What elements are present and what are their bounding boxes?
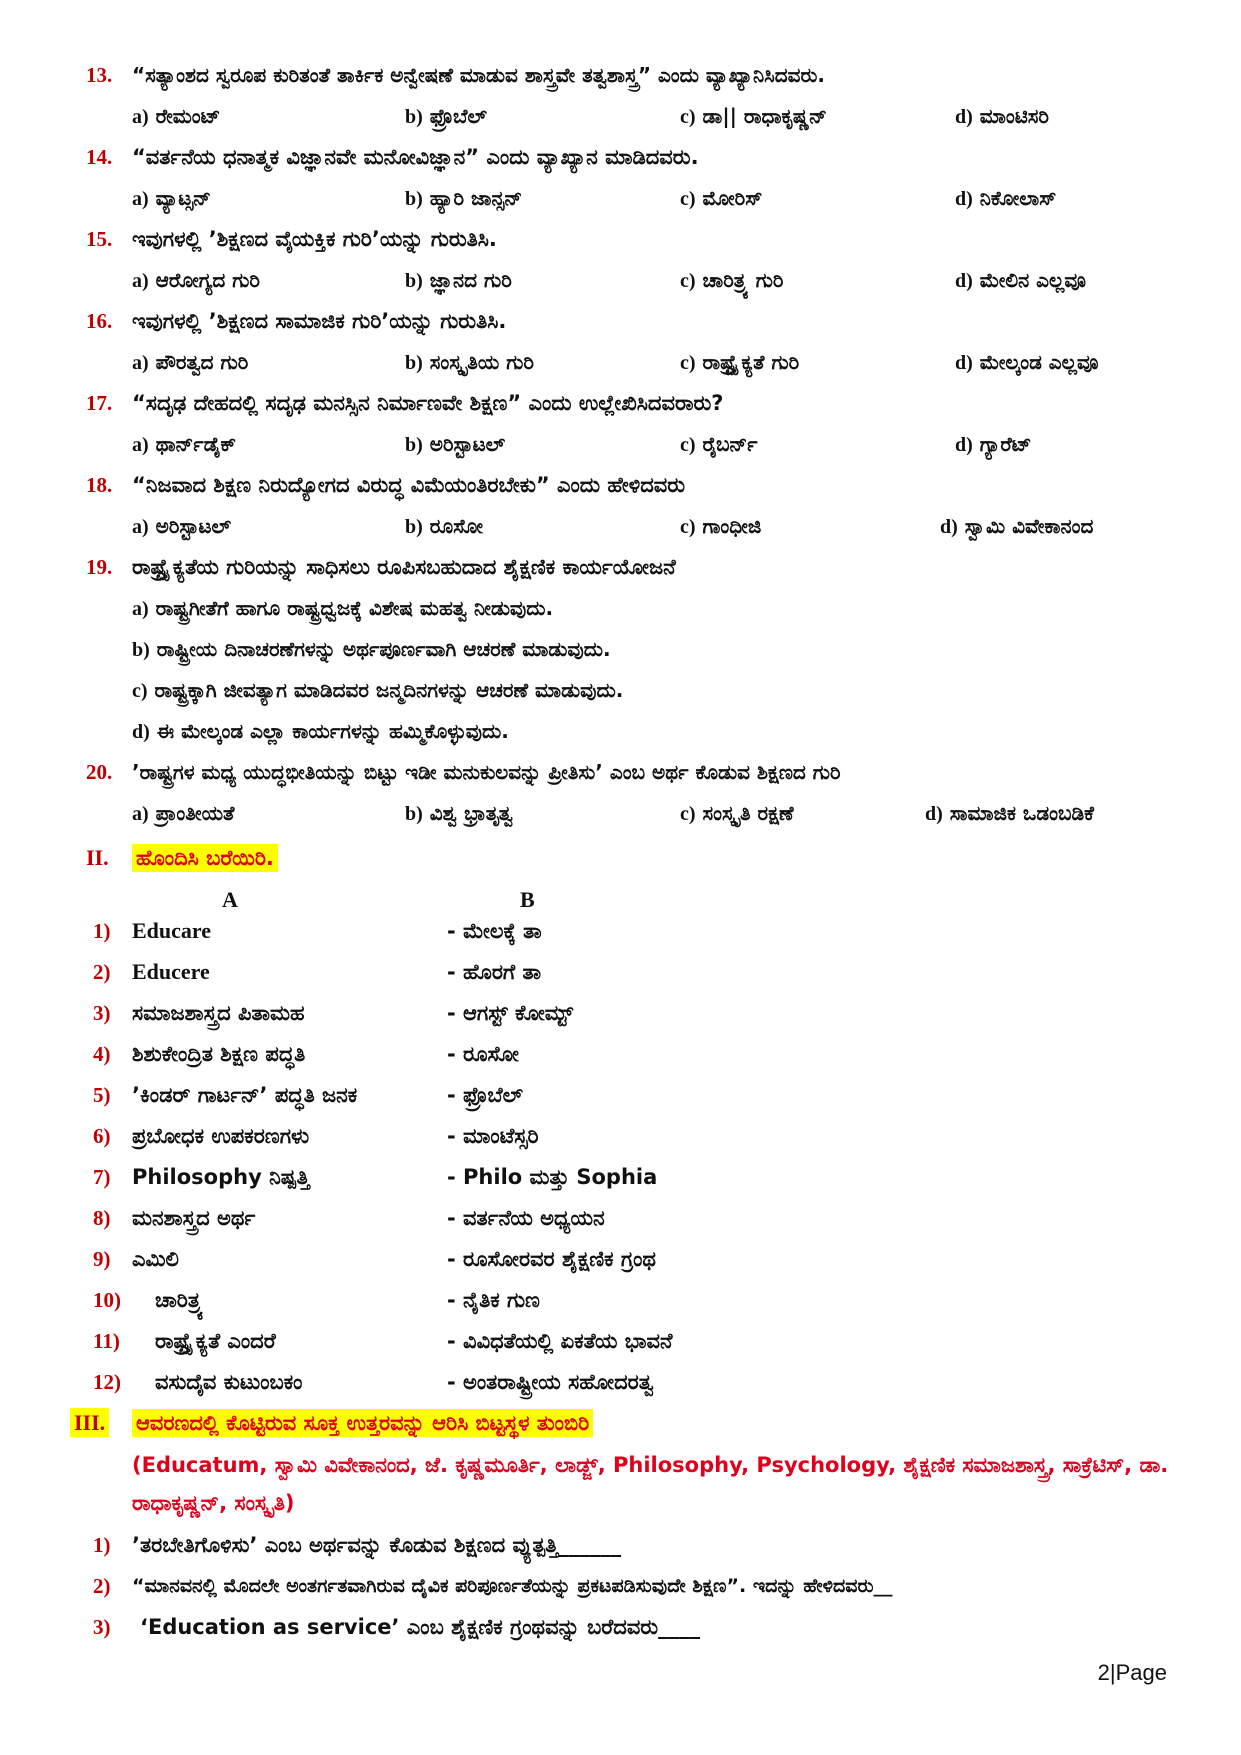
item-number: 2) bbox=[93, 1574, 111, 1598]
page-number: 2|Page bbox=[1097, 1660, 1167, 1685]
match-number: 2) bbox=[93, 960, 111, 984]
answer-choices: (Educatum, ಸ್ವಾಮಿ ವಿವೇಕಾನಂದ, ಜೆ. ಕೃಷ್ಣಮೂರ್ತಿ, ಲಾಡ್ಜ್, Philosophy, Psychology, ಶೈಕ್ಷಣಿಕ ಸಮಾಜಶಾಸ್ತ್ರ, ಸಾಕ್ರೆಟಿಸ್, ಡಾ. ರಾಧಾಕೃಷ್ಣನ್, ಸಂಸ್ಕೃತಿ) bbox=[132, 1453, 1169, 1515]
option-d: d) ಸಾಮಾಜಿಕ ಒಡಂಬಡಿಕೆ bbox=[925, 801, 1094, 825]
option-c: c) ಚಾರಿತ್ರ್ಯ ಗುರಿ bbox=[680, 268, 784, 292]
question-text: “ಸತ್ಯಾಂಶದ ಸ್ವರೂಪ ಕುರಿತಂತೆ ತಾರ್ಕಿಕ ಅನ್ವೇಷಣೆ ಮಾಡುವ ಶಾಸ್ತ್ರವೇ ತತ್ವಶಾಸ್ತ್ರ” ಎಂದು ವ್ಯಾಖ್ಯಾನಿಸಿದವರು. bbox=[132, 63, 825, 87]
option-c: c) ಡಾ|| ರಾಧಾಕೃಷ್ಣನ್ bbox=[680, 104, 827, 128]
match-b: - ರೂಸೋರವರ ಶೈಕ್ಷಣಿಕ ಗ್ರಂಥ bbox=[447, 1247, 656, 1271]
option-b: b) ಫ್ರೊಬೆಲ್ bbox=[405, 104, 487, 128]
option-c: c) ಗಾಂಧೀಜಿ bbox=[680, 514, 762, 538]
option-b: b) ಸಂಸ್ಕೃತಿಯ ಗುರಿ bbox=[405, 350, 534, 374]
option-c: c) ಮೋರಿಸ್ bbox=[680, 186, 763, 210]
question-number: 17. bbox=[86, 391, 113, 415]
match-b: - ನೈತಿಕ ಗುಣ bbox=[447, 1288, 540, 1312]
match-a: Educare bbox=[132, 918, 212, 943]
question-number: 15. bbox=[86, 227, 113, 251]
option-c: c) ರಾಷ್ಟ್ರಕ್ಕಾಗಿ ಜೀವತ್ಯಾಗ ಮಾಡಿದವರ ಜನ್ಮದಿನಗಳನ್ನು ಆಚರಣೆ ಮಾಡುವುದು. bbox=[132, 678, 624, 702]
match-a: ಎಮಿಲಿ bbox=[132, 1247, 179, 1271]
match-number: 9) bbox=[93, 1247, 111, 1271]
question-number: 18. bbox=[86, 473, 113, 497]
match-number: 12) bbox=[93, 1370, 121, 1394]
match-a: ರಾಷ್ಟ್ರೈಕ್ಯತೆ ಎಂದರೆ bbox=[155, 1329, 276, 1353]
match-a: Philosophy ನಿಷ್ಪತ್ತಿ bbox=[132, 1165, 310, 1189]
option-d: d) ಈ ಮೇಲ್ಕಂಡ ಎಲ್ಲಾ ಕಾರ್ಯಗಳನ್ನು ಹಮ್ಮಿಕೊಳ್ಳುವುದು. bbox=[132, 719, 509, 743]
item-text: “ಮಾನವನಲ್ಲಿ ಮೊದಲೇ ಅಂತರ್ಗತವಾಗಿರುವ ದೈವಿಕ ಪರಿಪೂರ್ಣತೆಯನ್ನು ಪ್ರಕಟಪಡಿಸುವುದೇ ಶಿಕ್ಷಣ”. ಇದನ್ನು ಹೇಳಿದವರು__ bbox=[132, 1575, 893, 1597]
match-number: 3) bbox=[93, 1001, 111, 1025]
match-a: ಮನಶಾಸ್ತ್ರದ ಅರ್ಥ bbox=[132, 1206, 256, 1230]
match-a: ಶಿಶುಕೇಂದ್ರಿತ ಶಿಕ್ಷಣ ಪದ್ಧತಿ bbox=[132, 1042, 306, 1066]
option-b: b) ಹ್ಯಾರಿ ಜಾನ್ಸನ್ bbox=[405, 186, 523, 210]
option-c: c) ಸಂಸ್ಕೃತಿ ರಕ್ಷಣೆ bbox=[680, 801, 794, 825]
section-number: III. bbox=[70, 1407, 109, 1439]
match-b: - ವಿವಿಧತೆಯಲ್ಲಿ ಏಕತೆಯ ಭಾವನೆ bbox=[447, 1329, 673, 1353]
option-b: b) ಅರಿಸ್ಟಾಟಲ್ bbox=[405, 432, 506, 456]
option-a: a) ಥಾರ್ನ್‌ಡೈಕ್ bbox=[132, 432, 236, 456]
option-c: c) ರೈಬರ್ನ್ bbox=[680, 432, 758, 456]
question-number: 13. bbox=[86, 63, 113, 87]
question-number: 16. bbox=[86, 309, 113, 333]
option-d: d) ಮೇಲ್ಕಂಡ ಎಲ್ಲವೂ bbox=[955, 350, 1099, 374]
match-number: 8) bbox=[93, 1206, 111, 1230]
option-d: d) ನಿಕೋಲಾಸ್ bbox=[955, 186, 1057, 210]
match-b: - ರೂಸೋ bbox=[447, 1042, 519, 1066]
item-number: 1) bbox=[93, 1533, 111, 1557]
column-b-header: B bbox=[520, 887, 535, 912]
question-number: 19. bbox=[86, 555, 113, 579]
item-text: ’ತರಬೇತಿಗೊಳಿಸು’ ಎಂಬ ಅರ್ಥವನ್ನು ಕೊಡುವ ಶಿಕ್ಷಣದ ವ್ಯುತ್ಪತ್ತಿ______ bbox=[132, 1533, 622, 1557]
question-text: ಇವುಗಳಲ್ಲಿ ’ಶಿಕ್ಷಣದ ಸಾಮಾಜಿಕ ಗುರಿ’ಯನ್ನು ಗುರುತಿಸಿ. bbox=[132, 309, 507, 333]
option-a: a) ವ್ಯಾಟ್ಸನ್ bbox=[132, 186, 211, 210]
match-number: 11) bbox=[93, 1329, 120, 1353]
section-number: II. bbox=[86, 845, 109, 870]
option-a: a) ರೇಮಂಟ್ bbox=[132, 104, 221, 128]
match-b: - ಫ್ರೊಬೆಲ್ bbox=[447, 1083, 524, 1107]
match-a: ಚಾರಿತ್ರ್ಯ bbox=[155, 1288, 204, 1312]
match-number: 7) bbox=[93, 1165, 111, 1189]
item-number: 3) bbox=[93, 1615, 111, 1639]
option-d: d) ಮಾಂಟಿಸರಿ bbox=[955, 104, 1049, 128]
option-d: d) ಸ್ವಾಮಿ ವಿವೇಕಾನಂದ bbox=[940, 514, 1094, 538]
match-b: - ಹೊರಗೆ ತಾ bbox=[447, 960, 541, 984]
match-b: - ಮಾಂಟೆಸ್ಸರಿ bbox=[447, 1124, 539, 1148]
option-b: b) ರೂಸೋ bbox=[405, 514, 484, 538]
match-b: - ಆಗಸ್ಟ್ ಕೋಮ್ಟ್ bbox=[447, 1001, 574, 1025]
column-a-header: A bbox=[222, 887, 238, 912]
match-a: ಸಮಾಜಶಾಸ್ತ್ರದ ಪಿತಾಮಹ bbox=[132, 1001, 305, 1025]
option-a: a) ಅರಿಸ್ಟಾಟಲ್ bbox=[132, 514, 232, 538]
match-a: ವಸುದೈವ ಕುಟುಂಬಕಂ bbox=[155, 1370, 303, 1394]
question-text: ಇವುಗಳಲ್ಲಿ ’ಶಿಕ್ಷಣದ ವೈಯಕ್ತಿಕ ಗುರಿ’ಯನ್ನು ಗುರುತಿಸಿ. bbox=[132, 227, 497, 251]
match-number: 4) bbox=[93, 1042, 111, 1066]
match-a: ’ಕಿಂಡರ್ ಗಾರ್ಟನ್’ ಪದ್ಧತಿ ಜನಕ bbox=[132, 1083, 358, 1107]
option-b: b) ವಿಶ್ವ ಭ್ರಾತೃತ್ವ bbox=[405, 801, 513, 825]
match-b: - ಅಂತರಾಷ್ಟ್ರೀಯ ಸಹೋದರತ್ವ bbox=[447, 1370, 654, 1394]
option-b: b) ರಾಷ್ಟ್ರೀಯ ದಿನಾಚರಣೆಗಳನ್ನು ಅರ್ಥಪೂರ್ಣವಾಗಿ ಆಚರಣೆ ಮಾಡುವುದು. bbox=[132, 637, 611, 661]
option-d: d) ಗ್ಯಾರೆಟ್ bbox=[955, 432, 1032, 456]
option-a: a) ಪೌರತ್ವದ ಗುರಿ bbox=[132, 350, 249, 374]
match-b: - ವರ್ತನೆಯ ಅಧ್ಯಯನ bbox=[447, 1206, 605, 1230]
section-title: ಆವರಣದಲ್ಲಿ ಕೊಟ್ಟಿರುವ ಸೂಕ್ತ ಉತ್ತರವನ್ನು ಆರಿಸಿ ಬಿಟ್ಟಸ್ಥಳ ತುಂಬಿರಿ bbox=[132, 1407, 593, 1439]
question-text: ರಾಷ್ಟ್ರೈಕ್ಯತೆಯ ಗುರಿಯನ್ನು ಸಾಧಿಸಲು ರೂಪಿಸಬಹುದಾದ ಶೈಕ್ಷಣಿಕ ಕಾರ್ಯಯೋಜನೆ bbox=[132, 555, 676, 579]
question-text: “ವರ್ತನೆಯ ಧನಾತ್ಮಕ ವಿಜ್ಞಾನವೇ ಮನೋವಿಜ್ಞಾನ” ಎಂದು ವ್ಯಾಖ್ಯಾನ ಮಾಡಿದವರು. bbox=[132, 145, 699, 169]
match-number: 10) bbox=[93, 1288, 121, 1312]
question-text: “ಸದೃಢ ದೇಹದಲ್ಲಿ ಸದೃಢ ಮನಸ್ಸಿನ ನಿರ್ಮಾಣವೇ ಶಿಕ್ಷಣ” ಎಂದು ಉಲ್ಲೇಖಿಸಿದವರಾರು? bbox=[132, 391, 724, 415]
question-number: 14. bbox=[86, 145, 113, 169]
item-text: ‘Education as service’ ಎಂಬ ಶೈಕ್ಷಣಿಕ ಗ್ರಂಥವನ್ನು ಬರೆದವರು____ bbox=[140, 1615, 701, 1639]
match-a: Educere bbox=[132, 959, 210, 984]
question-text: ’ರಾಷ್ಟ್ರಗಳ ಮಧ್ಯ ಯುದ್ಧಭೀತಿಯನ್ನು ಬಿಟ್ಟು ಇಡೀ ಮನುಕುಲವನ್ನು ಪ್ರೀತಿಸು’ ಎಂಬ ಅರ್ಥ ಕೊಡುವ ಶಿಕ್ಷಣದ ಗುರಿ bbox=[132, 760, 841, 784]
match-number: 1) bbox=[93, 919, 111, 943]
match-b: - Philo ಮತ್ತು Sophia bbox=[447, 1165, 658, 1189]
question-text: “ನಿಜವಾದ ಶಿಕ್ಷಣ ನಿರುದ್ಯೋಗದ ವಿರುದ್ಧ ವಿಮೆಯಂತಿರಬೇಕು” ಎಂದು ಹೇಳಿದವರು bbox=[132, 473, 686, 497]
question-number: 20. bbox=[86, 760, 113, 784]
option-c: c) ರಾಷ್ಟ್ರೈಕ್ಯತೆ ಗುರಿ bbox=[680, 350, 800, 374]
match-number: 6) bbox=[93, 1124, 111, 1148]
section-title: ಹೊಂದಿಸಿ ಬರೆಯಿರಿ. bbox=[132, 842, 278, 874]
match-number: 5) bbox=[93, 1083, 111, 1107]
option-a: a) ರಾಷ್ಟ್ರಗೀತೆಗೆ ಹಾಗೂ ರಾಷ್ಟ್ರಧ್ವಜಕ್ಕೆ ವಿಶೇಷ ಮಹತ್ವ ನೀಡುವುದು. bbox=[132, 596, 554, 620]
option-d: d) ಮೇಲಿನ ಎಲ್ಲವೂ bbox=[955, 268, 1086, 292]
option-a: a) ಪ್ರಾಂತೀಯತೆ bbox=[132, 801, 235, 825]
option-b: b) ಜ್ಞಾನದ ಗುರಿ bbox=[405, 268, 512, 292]
match-b: - ಮೇಲಕ್ಕೆ ತಾ bbox=[447, 919, 542, 943]
match-a: ಪ್ರಬೋಧಕ ಉಪಕರಣಗಳು bbox=[132, 1124, 310, 1148]
option-a: a) ಆರೋಗ್ಯದ ಗುರಿ bbox=[132, 268, 260, 292]
